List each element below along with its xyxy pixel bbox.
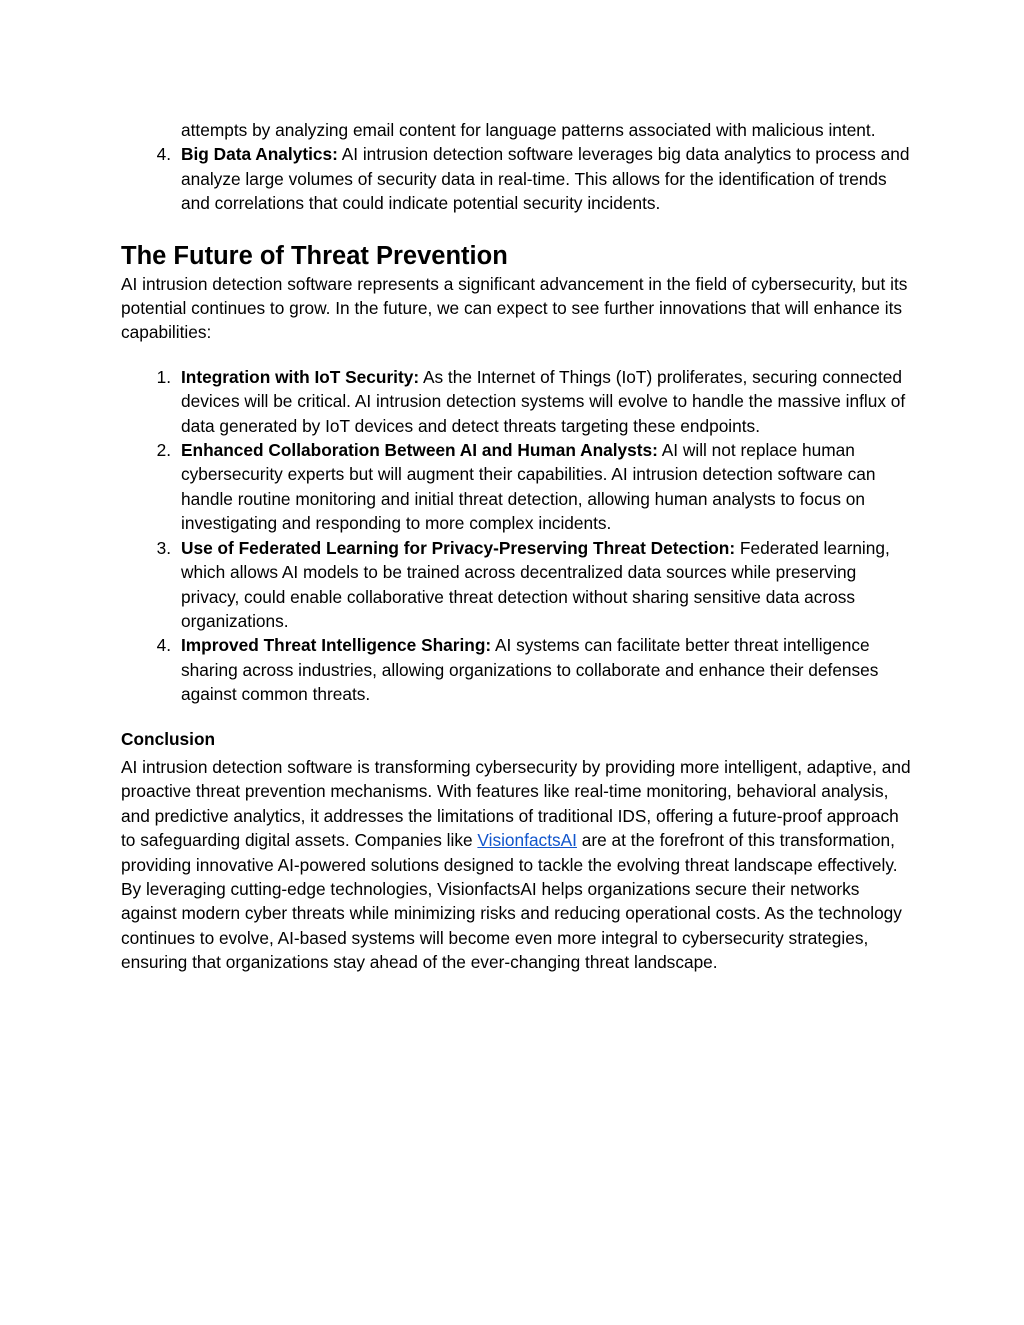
list-item-collaboration: [121, 438, 911, 536]
list-number: 2.: [156, 440, 171, 461]
list-item-big-data-analytics: [121, 142, 911, 215]
continued-list-item: [121, 118, 911, 142]
conclusion-heading: Conclusion: [121, 728, 216, 749]
list-item-title: Improved Threat Intelligence Sharing:: [181, 635, 492, 656]
future-list: [121, 365, 911, 707]
list-item-title: Integration with IoT Security:: [181, 366, 420, 387]
continued-item-text: attempts by analyzing email content for language patterns associated with malicious intent.: [181, 120, 876, 140]
document-body: [121, 118, 911, 975]
list-item-iot-security: [121, 365, 911, 438]
conclusion-paragraph: [121, 755, 911, 975]
list-item-text: AI will not replace human cybersecurity experts but will augment their capabilities. AI intrusion detection software can handle routine monitoring and initial threat detection, allowing human analysts to focus on investigating and responding to more complex incidents.: [181, 440, 876, 534]
list-item-title: Enhanced Collaboration Between AI and Human Analysts:: [181, 440, 658, 461]
list-item-text: As the Internet of Things (IoT) proliferates, securing connected devices will be critical. AI intrusion detection systems will evolve to handle the massive influx of data generated by IoT devices and detect threats targeting these endpoints.: [181, 366, 906, 436]
list-item-text: Federated learning, which allows AI models to be trained across decentralized data sources while preserving privacy, could enable collaborative threat detection without sharing sensitive data across organizations.: [181, 537, 890, 631]
list-item-text: AI intrusion detection software leverages big data analytics to process and analyze large volumes of security data in real-time. This allows for the identification of trends and correlations that could indicate potential security incidents.: [181, 144, 910, 214]
conclusion-text-before-link: AI intrusion detection software is transforming cybersecurity by providing more intelligent, adaptive, and proactive threat prevention mechanisms. With features like real-time monitoring, behavioral analysis, and predictive analytics, it addresses the limitations of traditional IDS, offering a future-proof approach to safeguarding digital assets. Companies like: [121, 756, 911, 851]
section-heading: The Future of Threat Prevention: [121, 241, 508, 270]
list-item-federated-learning: [121, 536, 911, 634]
list-number: 3.: [156, 537, 171, 558]
section-intro: AI intrusion detection software represents a significant advancement in the field of cybersecurity, but its potential continues to grow. In the future, we can expect to see further innovations that will enhance its capabilities:: [121, 273, 908, 343]
list-item-threat-intelligence: [121, 633, 911, 706]
first-list-tail: [121, 142, 911, 215]
list-number: 4.: [156, 144, 171, 165]
list-item-title: Big Data Analytics:: [181, 144, 338, 165]
list-item-title: Use of Federated Learning for Privacy-Preserving Threat Detection:: [181, 537, 736, 558]
list-number: 4.: [156, 635, 171, 656]
visionfactsai-link[interactable]: VisionfactsAI: [477, 830, 577, 851]
conclusion-text-after-link: are at the forefront of this transformation, providing innovative AI-powered solutions designed to tackle the evolving threat landscape effectively. By leveraging cutting-edge technologies, VisionfactsAI helps organizations secure their networks against modern cyber threats while minimizing risks and reducing operational costs. As the technology continues to evolve, AI-based systems will become even more integral to cybersecurity strategies, ensuring that organizations stay ahead of the ever-changing threat landscape.: [121, 830, 902, 973]
list-item-text: AI systems can facilitate better threat intelligence sharing across industries, allowing organizations to collaborate and enhance their defenses against common threats.: [181, 635, 879, 705]
list-number: 1.: [156, 366, 171, 387]
